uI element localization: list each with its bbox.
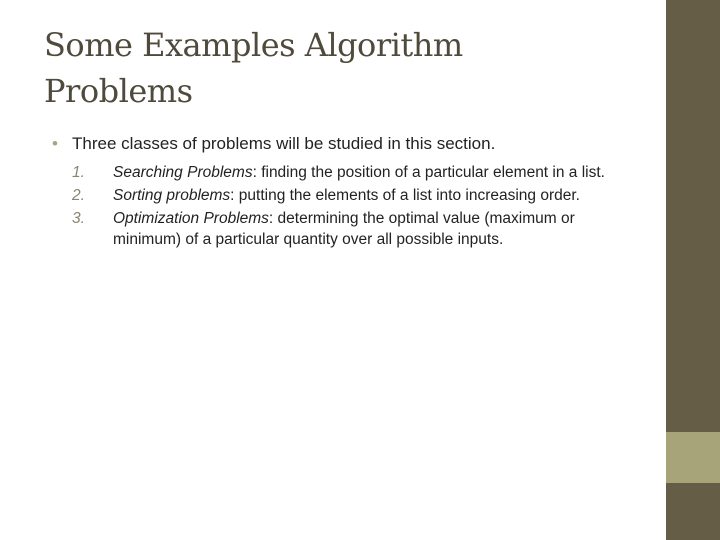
- list-item-number: 3.: [72, 210, 85, 227]
- list-item: [72, 185, 632, 206]
- list-item-text: : putting the elements of a list into increasing order.: [230, 187, 580, 204]
- slide-title: [44, 22, 644, 114]
- title-line-2: Problems: [44, 72, 193, 110]
- bullet-dot-icon: •: [52, 134, 58, 153]
- list-item-text: : determining the optimal value (maximum or minimum) of a particular quantity over all possible inputs.: [113, 210, 575, 248]
- sidebar-decoration-top: [666, 0, 720, 432]
- list-item-number: 2.: [72, 187, 85, 204]
- problem-list: [72, 162, 632, 252]
- list-item: [72, 162, 632, 183]
- main-bullet: [52, 132, 652, 156]
- list-item-term: Sorting problems: [113, 187, 231, 204]
- sidebar-accent-block: [666, 432, 720, 483]
- title-line-1: Some Examples Algorithm: [44, 26, 463, 64]
- list-item-term: Searching Problems: [113, 164, 253, 181]
- main-bullet-text: Three classes of problems will be studied in this section.: [72, 134, 496, 153]
- list-item-term: Optimization Problems: [113, 210, 269, 227]
- list-item-number: 1.: [72, 164, 85, 181]
- sidebar-decoration-bottom: [666, 483, 720, 540]
- list-item-text: : finding the position of a particular element in a list.: [252, 164, 605, 181]
- list-item: [72, 208, 632, 250]
